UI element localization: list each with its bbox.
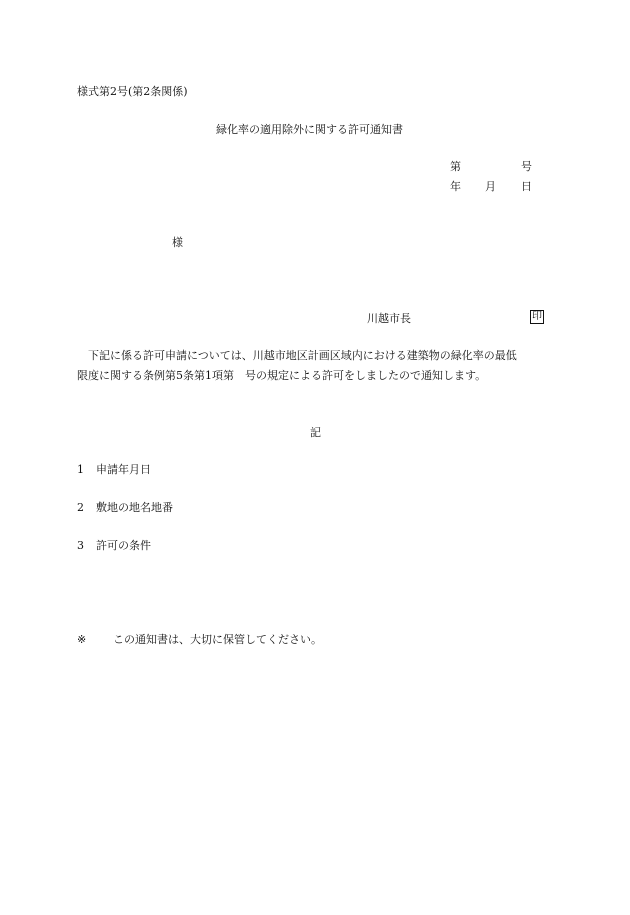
date-month-label: 月 (485, 180, 496, 193)
item-label-permit-conditions: 許可の条件 (96, 539, 151, 552)
item-label-application-date: 申請年月日 (96, 463, 151, 476)
seal-mark: 印 (532, 311, 542, 322)
item-number: 3 (77, 539, 84, 552)
date-day-label: 日 (521, 180, 532, 193)
item-number: 2 (77, 501, 84, 514)
date-year-label: 年 (450, 180, 461, 193)
item-number: 1 (77, 463, 84, 476)
body-text-line-1-content: 下記に係る許可申請については、川越市地区計画区域内における建築物の緑化率の最低 (88, 349, 517, 362)
document-title: 緑化率の適用除外に関する許可通知書 (216, 123, 403, 136)
reference-number-suffix: 号 (521, 160, 532, 173)
reference-number-prefix: 第 (450, 160, 461, 173)
body-text-line-1 (77, 350, 517, 361)
addressee-honorific: 様 (172, 236, 183, 249)
note-text: この通知書は、大切に保管してください。 (113, 633, 322, 646)
note-mark: ※ (77, 633, 87, 646)
ki-heading: 記 (310, 426, 321, 439)
form-number: 様式第2号(第2条関係) (77, 85, 188, 98)
item-label-site-address: 敷地の地名地番 (96, 501, 173, 514)
body-text-line-2: 限度に関する条例第5条第1項第 号の規定による許可をしましたので通知します。 (77, 369, 487, 382)
issuer-name: 川越市長 (367, 312, 411, 325)
